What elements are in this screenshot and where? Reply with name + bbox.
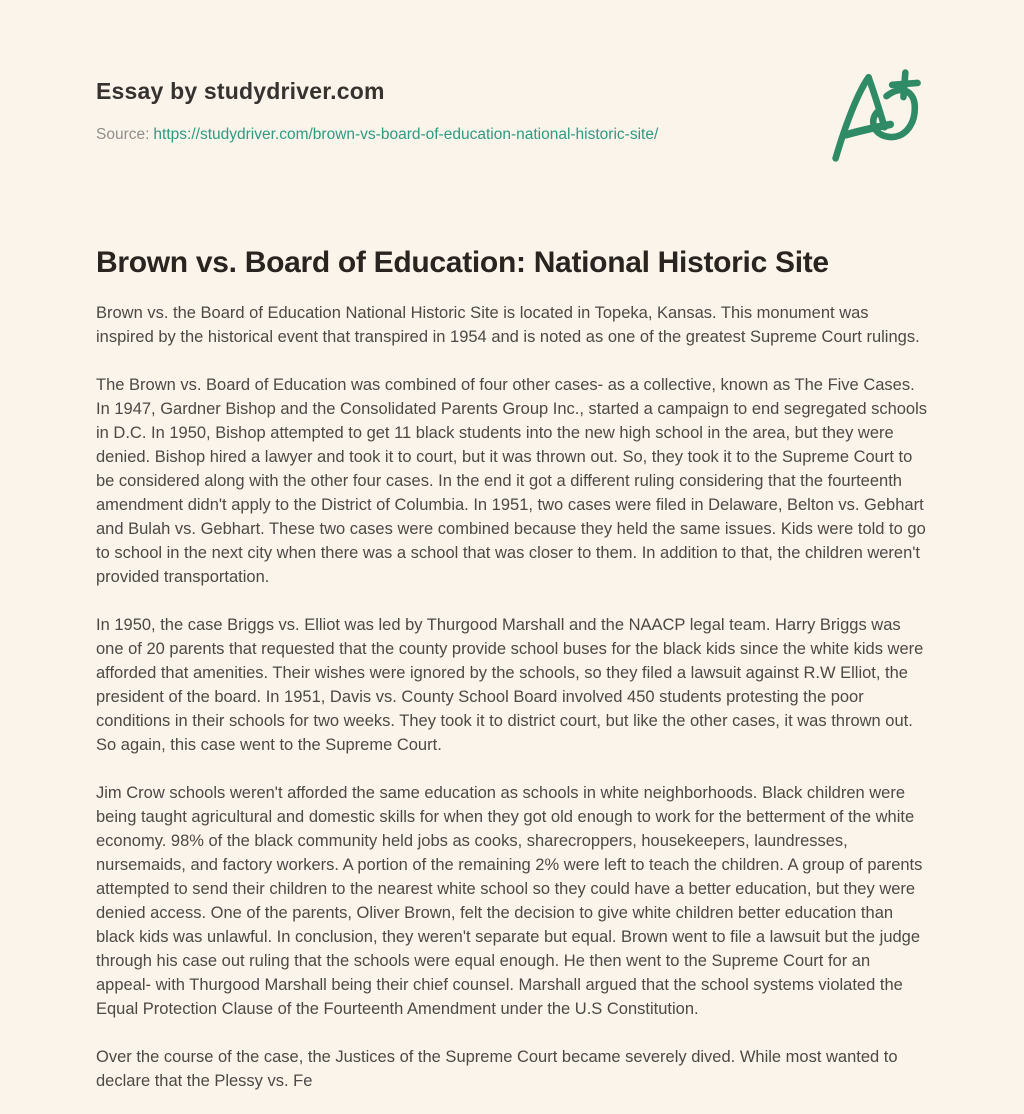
article-paragraph: Over the course of the case, the Justices of the Supreme Court became severely dived. While most wanted to declare that the Plessy vs. Fe xyxy=(96,1047,898,1090)
article-paragraph: Brown vs. the Board of Education National Historic Site is located in Topeka, Kansas. This monument was inspired by the historical event that transpired in 1954 and is noted as one of the greatest Supreme Court rulings. xyxy=(96,303,920,346)
article-paragraph: In 1950, the case Briggs vs. Elliot was led by Thurgood Marshall and the NAACP legal team. Harry Briggs was one of 20 parents that requested that the county provide school buses for the black kids since the white kids were afforded that amenities. Their wishes were ignored by the schools, so they filed a lawsuit against R.W Elliot, the president of the board. In 1951, Davis vs. County School Board involved 450 students protesting the poor conditions in their schools for two weeks. They took it to district court, but like the other cases, it was thrown out. So again, this case went to the Supreme Court. xyxy=(96,615,924,754)
source-label: Source: xyxy=(96,126,150,143)
brand-heading: Essay by studydriver.com xyxy=(96,78,385,104)
article-title: Brown vs. Board of Education: National Historic Site xyxy=(96,246,829,279)
article-body xyxy=(96,301,928,1093)
a-plus-logo-icon xyxy=(826,66,930,164)
article-paragraph: The Brown vs. Board of Education was combined of four other cases- as a collective, known as The Five Cases. In 1947, Gardner Bishop and the Consolidated Parents Group Inc., started a campaign to end segregated schools in D.C. In 1950, Bishop attempted to get 11 black students into the new high school in the area, but they were denied. Bishop hired a lawyer and took it to court, but it was thrown out. So, they took it to the Supreme Court to be considered along with the other four cases. In the end it got a different ruling considering that the fourteenth amendment didn't apply to the District of Columbia. In 1951, two cases were filed in Delaware, Belton vs. Gebhart and Bulah vs. Gebhart. These two cases were combined because they held the same issues. Kids were told to go to school in the next city when there was a school that was closer to them. In addition to that, the children weren't provided transportation. xyxy=(96,375,928,586)
source-row xyxy=(96,126,928,144)
page-header xyxy=(96,78,928,144)
article-paragraph: Jim Crow schools weren't afforded the same education as schools in white neighborhoods. Black children were being taught agricultural and domestic skills for when they got old enough to work for the betterment of the white economy. 98% of the black community held jobs as cooks, sharecroppers, housekeepers, laundresses, nursemaids, and factory workers. A portion of the remaining 2% were left to teach the children. A group of parents attempted to send their children to the nearest white school so they could have a better education, but they were denied access. One of the parents, Oliver Brown, felt the decision to give white children better education than black kids was unlawful. In conclusion, they weren't separate but equal. Brown went to file a lawsuit but the judge through his case out ruling that the schools were equal enough. He then went to the Supreme Court for an appeal- with Thurgood Marshall being their chief counsel. Marshall argued that the school systems violated the Equal Protection Clause of the Fourteenth Amendment under the U.S Constitution. xyxy=(96,783,923,1018)
source-link[interactable]: https://studydriver.com/brown-vs-board-of-education-national-historic-site/ xyxy=(153,126,659,143)
